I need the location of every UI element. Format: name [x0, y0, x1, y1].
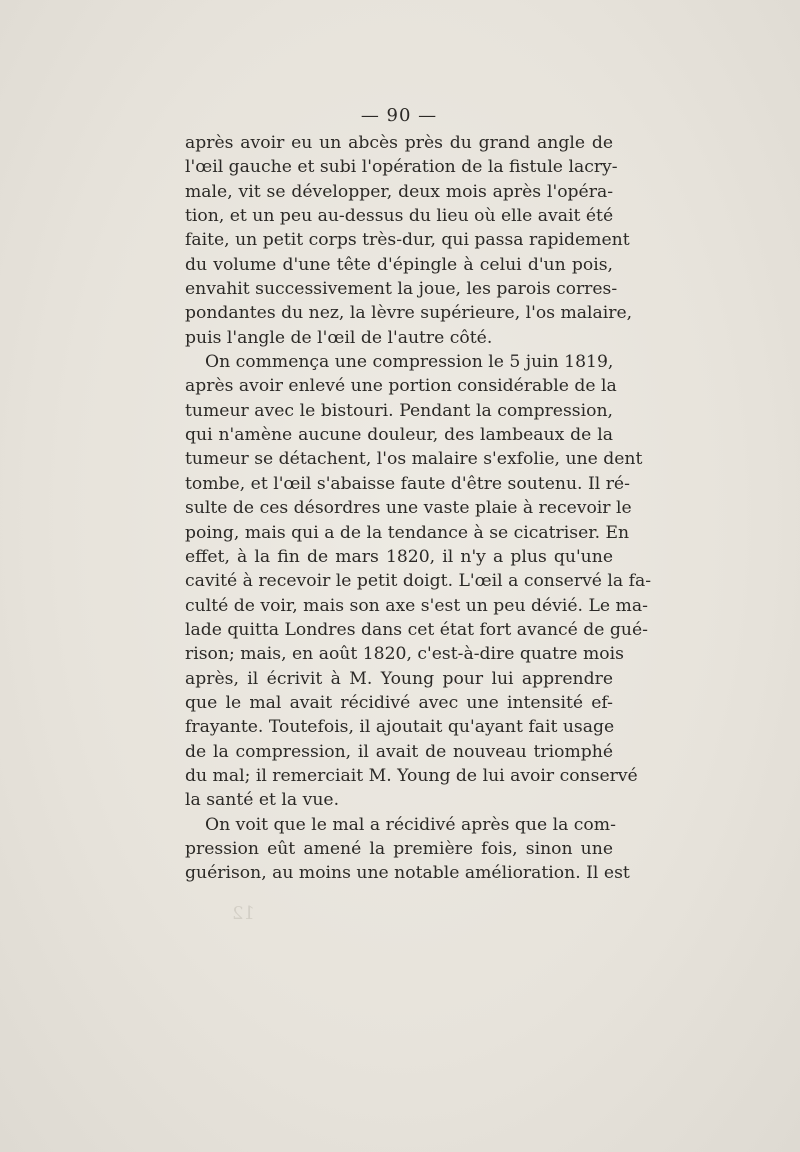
text-line: tumeur se détachent, l'os malaire s'exfolie, une dent — [185, 449, 643, 470]
text-line: lade quitta Londres dans cet état fort avancé de gué- — [185, 619, 648, 640]
text-line: cavité à recevoir le petit doigt. L'œil a conservé la fa- — [185, 571, 652, 592]
text-line: tumeur avec le bistouri. Pendant la compression, — [185, 400, 613, 421]
text-line: puis l'angle de l'œil de l'autre côté. — [185, 327, 493, 348]
page-text-block — [185, 103, 652, 886]
text-line: guérison, au moins une notable amélioration. Il est — [185, 863, 630, 884]
text-line: envahit successivement la joue, les parois corres- — [185, 279, 618, 300]
text-line: qui n'amène aucune douleur, des lambeaux de la — [185, 425, 613, 446]
text-line: rison; mais, en août 1820, c'est-à-dire quatre mois — [185, 644, 624, 665]
text-line: frayante. Toutefois, il ajoutait qu'ayant fait usage — [185, 717, 615, 738]
text-line: après, il écrivit à M. Young pour lui apprendre — [185, 668, 613, 689]
text-line: poing, mais qui a de la tendance à se cicatriser. En — [185, 522, 630, 543]
text-line: culté de voir, mais son axe s'est un peu dévié. Le ma- — [185, 595, 648, 616]
text-line: effet, à la fin de mars 1820, il n'y a plus qu'une — [185, 546, 613, 567]
text-line: l'œil gauche et subi l'opération de la fistule lacry- — [185, 157, 618, 178]
paragraph-start-line: On commença une compression le 5 juin 1819, — [205, 352, 614, 373]
text-line: du volume d'une tête d'épingle à celui d'un pois, — [185, 254, 613, 275]
text-line: male, vit se développer, deux mois après l'opéra- — [185, 181, 613, 202]
text-line: sulte de ces désordres une vaste plaie à recevoir le — [185, 498, 632, 519]
text-line: après avoir eu un abcès près du grand angle de — [185, 133, 613, 153]
text-line: après avoir enlevé une portion considérable de la — [185, 376, 617, 397]
text-line: la santé et la vue. — [185, 790, 340, 811]
bleed-through-mark: 12 — [232, 903, 255, 924]
text-line: pression eût amené la première fois, sinon une — [185, 838, 613, 859]
text-line: de la compression, il avait de nouveau triomphé — [185, 741, 613, 762]
text-line: faite, un petit corps très-dur, qui passa rapidement — [185, 230, 630, 251]
text-line: du mal; il remerciait M. Young de lui avoir conservé — [185, 765, 638, 786]
text-line: que le mal avait récidivé avec une intensité ef- — [185, 692, 613, 713]
paragraph-start-line: On voit que le mal a récidivé après que la com- — [205, 814, 616, 835]
text-line: tion, et un peu au-dessus du lieu où elle avait été — [185, 206, 614, 227]
text-line: pondantes du nez, la lèvre supérieure, l'os malaire, — [185, 303, 633, 324]
page-number: — 90 — — [360, 105, 438, 126]
text-line: tombe, et l'œil s'abaisse faute d'être soutenu. Il ré- — [185, 473, 630, 494]
